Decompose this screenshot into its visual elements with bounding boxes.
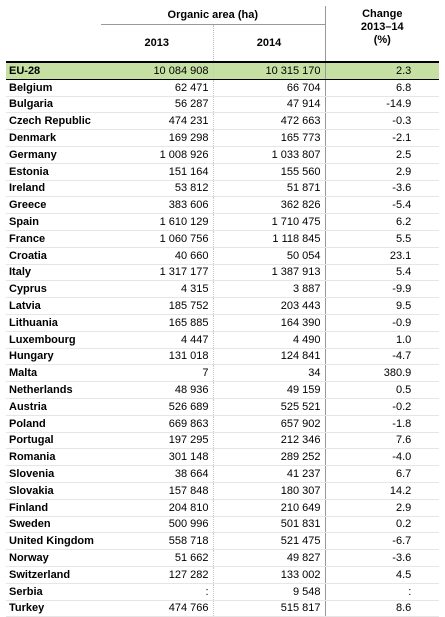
- change-value: -5.4: [392, 199, 412, 212]
- value-2013-cell: 56 287: [101, 96, 213, 113]
- value-2013-cell: 38 664: [101, 466, 213, 483]
- table-row: [6, 230, 439, 247]
- value-2013-cell: 4 447: [101, 331, 213, 348]
- value-2014-cell: 212 346: [213, 432, 325, 449]
- change-cell: [325, 432, 439, 449]
- value-2014-cell: 472 663: [213, 113, 325, 130]
- table-row: [6, 482, 439, 499]
- value-2014-cell: 289 252: [213, 449, 325, 466]
- value-2014-cell: 1 710 475: [213, 214, 325, 231]
- table-row: [6, 516, 439, 533]
- table-row: [6, 197, 439, 214]
- value-2013-cell: 127 282: [101, 566, 213, 583]
- change-value: -4.7: [392, 350, 412, 363]
- country-cell: Malta: [6, 365, 101, 382]
- country-cell: Cyprus: [6, 281, 101, 298]
- header-change: [325, 6, 439, 62]
- value-2013-cell: 151 164: [101, 163, 213, 180]
- country-cell: Portugal: [6, 432, 101, 449]
- change-value: 7.6: [395, 434, 412, 447]
- value-2013-cell: 558 718: [101, 533, 213, 550]
- header-change-line3: (%): [373, 34, 391, 46]
- change-cell: [325, 146, 439, 163]
- change-value: 4.5: [395, 568, 412, 581]
- change-cell: [325, 180, 439, 197]
- change-value: -3.6: [392, 182, 412, 195]
- value-2014-cell: 10 315 170: [213, 62, 325, 79]
- table-row: [6, 550, 439, 567]
- country-cell: Sweden: [6, 516, 101, 533]
- country-cell: Estonia: [6, 163, 101, 180]
- value-2014-cell: 657 902: [213, 415, 325, 432]
- value-2013-cell: 10 084 908: [101, 62, 213, 79]
- country-cell: Latvia: [6, 298, 101, 315]
- change-value: 9.5: [395, 300, 412, 313]
- organic-area-table-container: [6, 6, 439, 617]
- table-row: [6, 264, 439, 281]
- change-value: 2.9: [395, 165, 412, 178]
- value-2013-cell: 51 662: [101, 550, 213, 567]
- table-row: [6, 214, 439, 231]
- change-value: 1.0: [395, 333, 412, 346]
- value-2014-cell: 9 548: [213, 583, 325, 600]
- table-row: [6, 365, 439, 382]
- country-cell: France: [6, 230, 101, 247]
- change-value: 23.1: [389, 249, 412, 262]
- header-year-2014: 2014: [213, 25, 325, 63]
- value-2014-cell: 155 560: [213, 163, 325, 180]
- change-cell: [325, 62, 439, 79]
- country-cell: Finland: [6, 499, 101, 516]
- change-value: -9.9: [392, 283, 412, 296]
- table-row: [6, 415, 439, 432]
- table-row: [6, 146, 439, 163]
- table-row: [6, 180, 439, 197]
- change-value: :: [408, 585, 412, 598]
- table-row: [6, 583, 439, 600]
- table-row: [6, 96, 439, 113]
- country-cell: Slovakia: [6, 482, 101, 499]
- value-2014-cell: 165 773: [213, 130, 325, 147]
- value-2013-cell: 1 060 756: [101, 230, 213, 247]
- value-2013-cell: 7: [101, 365, 213, 382]
- header-country-blank-2: [6, 25, 101, 63]
- value-2014-cell: 66 704: [213, 79, 325, 96]
- value-2014-cell: 49 159: [213, 382, 325, 399]
- change-cell: [325, 398, 439, 415]
- change-cell: [325, 348, 439, 365]
- value-2013-cell: 62 471: [101, 79, 213, 96]
- country-cell: Germany: [6, 146, 101, 163]
- table-row: [6, 449, 439, 466]
- table-row: [6, 113, 439, 130]
- change-cell: [325, 550, 439, 567]
- country-cell: Czech Republic: [6, 113, 101, 130]
- value-2014-cell: 1 118 845: [213, 230, 325, 247]
- value-2014-cell: 50 054: [213, 247, 325, 264]
- value-2014-cell: 501 831: [213, 516, 325, 533]
- change-value: 0.2: [395, 518, 412, 531]
- value-2013-cell: 53 812: [101, 180, 213, 197]
- table-header: [6, 6, 439, 62]
- value-2014-cell: 521 475: [213, 533, 325, 550]
- value-2014-cell: 4 490: [213, 331, 325, 348]
- change-value: 2.9: [395, 501, 412, 514]
- change-cell: [325, 281, 439, 298]
- table-row: [6, 298, 439, 315]
- country-cell: Hungary: [6, 348, 101, 365]
- table-body: [6, 62, 439, 617]
- value-2014-cell: 525 521: [213, 398, 325, 415]
- eu-total-row: [6, 62, 439, 79]
- change-cell: [325, 365, 439, 382]
- change-cell: [325, 264, 439, 281]
- value-2014-cell: 124 841: [213, 348, 325, 365]
- change-value: -14.9: [386, 98, 412, 111]
- value-2014-cell: 1 033 807: [213, 146, 325, 163]
- value-2014-cell: 180 307: [213, 482, 325, 499]
- table-row: [6, 499, 439, 516]
- change-cell: [325, 96, 439, 113]
- value-2013-cell: 48 936: [101, 382, 213, 399]
- value-2013-cell: 383 606: [101, 197, 213, 214]
- country-cell: Norway: [6, 550, 101, 567]
- table-row: [6, 331, 439, 348]
- change-cell: [325, 230, 439, 247]
- change-value: -4.0: [392, 451, 412, 464]
- country-cell: Spain: [6, 214, 101, 231]
- value-2014-cell: 34: [213, 365, 325, 382]
- value-2013-cell: 4 315: [101, 281, 213, 298]
- country-cell: EU-28: [6, 62, 101, 79]
- table-row: [6, 566, 439, 583]
- change-cell: [325, 382, 439, 399]
- value-2014-cell: 47 914: [213, 96, 325, 113]
- country-cell: Romania: [6, 449, 101, 466]
- value-2014-cell: 133 002: [213, 566, 325, 583]
- table-row: [6, 281, 439, 298]
- table-row: [6, 163, 439, 180]
- change-value: 6.8: [395, 81, 412, 94]
- value-2014-cell: 515 817: [213, 600, 325, 617]
- country-cell: Lithuania: [6, 314, 101, 331]
- value-2013-cell: 301 148: [101, 449, 213, 466]
- change-cell: [325, 415, 439, 432]
- change-cell: [325, 163, 439, 180]
- country-cell: Greece: [6, 197, 101, 214]
- change-cell: [325, 214, 439, 231]
- table-row: [6, 398, 439, 415]
- value-2013-cell: :: [101, 583, 213, 600]
- change-value: -0.2: [392, 400, 412, 413]
- change-value: 5.4: [395, 266, 412, 279]
- country-cell: Bulgaria: [6, 96, 101, 113]
- change-value: 0.5: [395, 384, 412, 397]
- country-cell: Serbia: [6, 583, 101, 600]
- change-value: 5.5: [395, 232, 412, 245]
- change-cell: [325, 331, 439, 348]
- country-cell: Netherlands: [6, 382, 101, 399]
- change-value: -0.3: [392, 115, 412, 128]
- value-2013-cell: 526 689: [101, 398, 213, 415]
- value-2014-cell: 3 887: [213, 281, 325, 298]
- change-cell: [325, 130, 439, 147]
- change-cell: [325, 314, 439, 331]
- value-2013-cell: 185 752: [101, 298, 213, 315]
- change-cell: [325, 113, 439, 130]
- change-cell: [325, 79, 439, 96]
- table-row: [6, 314, 439, 331]
- change-value: 2.3: [395, 64, 412, 77]
- value-2014-cell: 164 390: [213, 314, 325, 331]
- table-row: [6, 382, 439, 399]
- change-value: 14.2: [389, 484, 412, 497]
- value-2014-cell: 49 827: [213, 550, 325, 567]
- value-2013-cell: 500 996: [101, 516, 213, 533]
- change-value: 8.6: [395, 602, 412, 615]
- country-cell: Denmark: [6, 130, 101, 147]
- country-cell: Austria: [6, 398, 101, 415]
- organic-area-table: [6, 6, 439, 617]
- country-cell: Croatia: [6, 247, 101, 264]
- table-row: [6, 348, 439, 365]
- change-cell: [325, 516, 439, 533]
- value-2013-cell: 474 231: [101, 113, 213, 130]
- value-2013-cell: 1 317 177: [101, 264, 213, 281]
- header-year-2013: 2013: [101, 25, 213, 63]
- value-2013-cell: 169 298: [101, 130, 213, 147]
- value-2013-cell: 474 766: [101, 600, 213, 617]
- change-cell: [325, 197, 439, 214]
- header-change-line2: 2013–14: [360, 21, 404, 33]
- table-row: [6, 79, 439, 96]
- country-cell: Italy: [6, 264, 101, 281]
- value-2013-cell: 165 885: [101, 314, 213, 331]
- value-2013-cell: 1 610 129: [101, 214, 213, 231]
- header-country-blank: [6, 6, 101, 25]
- value-2013-cell: 157 848: [101, 482, 213, 499]
- value-2013-cell: 1 008 926: [101, 146, 213, 163]
- change-cell: [325, 482, 439, 499]
- table-row: [6, 466, 439, 483]
- country-cell: United Kingdom: [6, 533, 101, 550]
- value-2013-cell: 669 863: [101, 415, 213, 432]
- header-organic-area: Organic area (ha): [101, 6, 325, 25]
- change-value: -2.1: [392, 132, 412, 145]
- value-2013-cell: 197 295: [101, 432, 213, 449]
- value-2014-cell: 210 649: [213, 499, 325, 516]
- table-row: [6, 247, 439, 264]
- value-2014-cell: 51 871: [213, 180, 325, 197]
- change-value: 2.5: [395, 148, 412, 161]
- value-2014-cell: 1 387 913: [213, 264, 325, 281]
- country-cell: Switzerland: [6, 566, 101, 583]
- value-2014-cell: 362 826: [213, 197, 325, 214]
- value-2013-cell: 40 660: [101, 247, 213, 264]
- change-value: 380.9: [383, 367, 412, 380]
- change-value: -0.9: [392, 316, 412, 329]
- change-value: -1.8: [392, 417, 412, 430]
- country-cell: Poland: [6, 415, 101, 432]
- table-row: [6, 130, 439, 147]
- change-value: 6.2: [395, 216, 412, 229]
- header-change-line1: Change: [362, 8, 403, 20]
- change-cell: [325, 499, 439, 516]
- change-cell: [325, 449, 439, 466]
- change-value: 6.7: [395, 468, 412, 481]
- change-cell: [325, 533, 439, 550]
- country-cell: Ireland: [6, 180, 101, 197]
- change-value: -6.7: [392, 535, 412, 548]
- value-2014-cell: 41 237: [213, 466, 325, 483]
- country-cell: Luxembourg: [6, 331, 101, 348]
- change-value: -3.6: [392, 552, 412, 564]
- change-cell: [325, 247, 439, 264]
- country-cell: Belgium: [6, 79, 101, 96]
- change-cell: [325, 466, 439, 483]
- table-row: [6, 533, 439, 550]
- change-cell: [325, 298, 439, 315]
- value-2013-cell: 131 018: [101, 348, 213, 365]
- table-row: [6, 432, 439, 449]
- value-2013-cell: 204 810: [101, 499, 213, 516]
- change-cell: [325, 583, 439, 600]
- country-cell: Slovenia: [6, 466, 101, 483]
- country-cell: Turkey: [6, 600, 101, 617]
- change-cell: [325, 566, 439, 583]
- value-2014-cell: 203 443: [213, 298, 325, 315]
